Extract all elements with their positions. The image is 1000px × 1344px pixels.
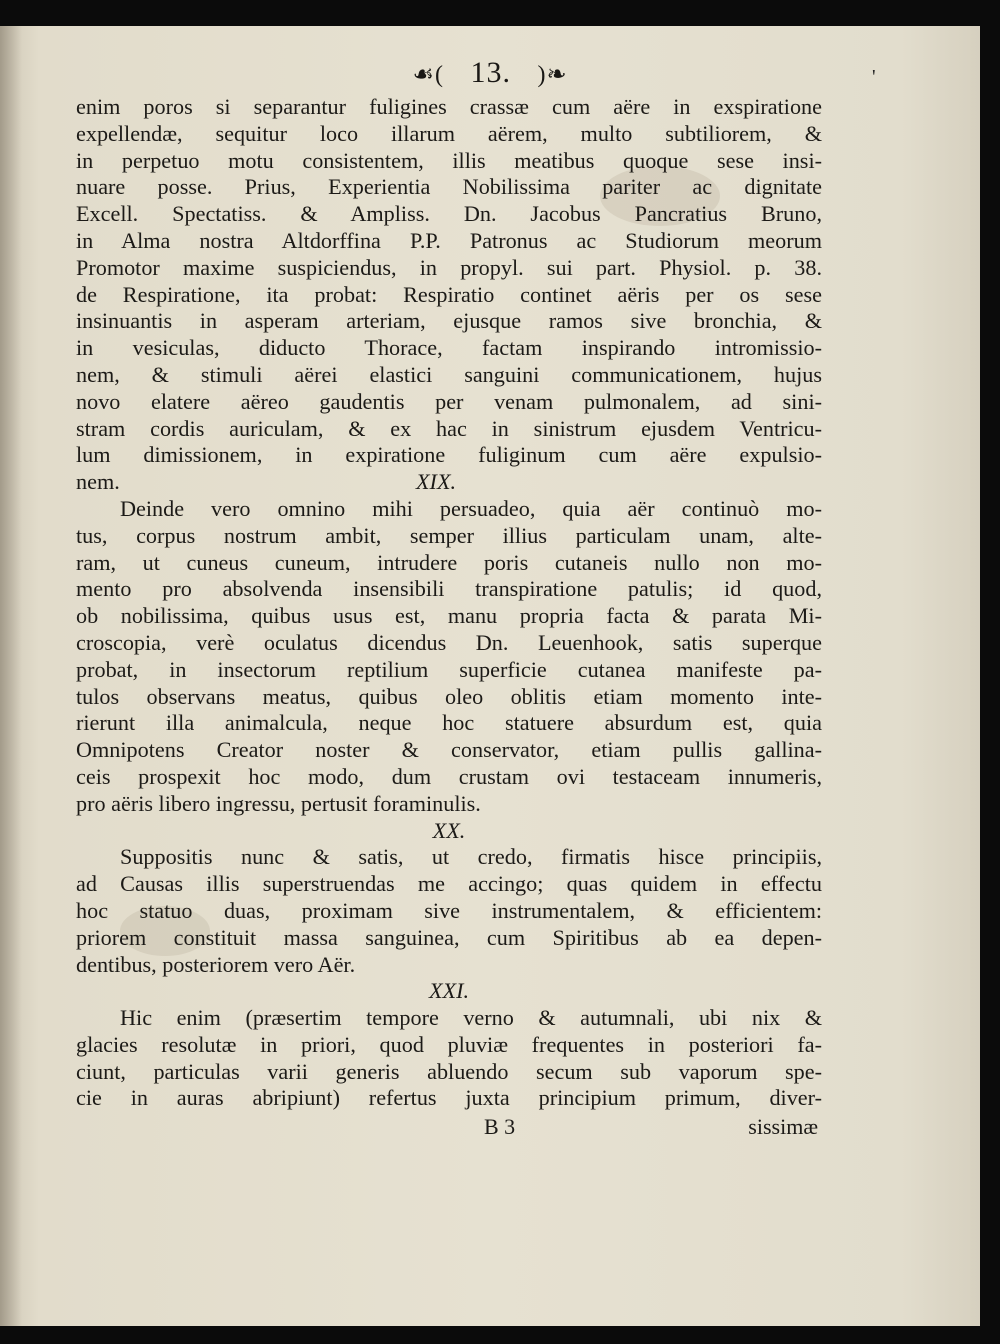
page-footer [76, 1114, 822, 1142]
ornament-right-icon: )❧ [537, 62, 568, 88]
text-line: ad Causas illis superstruendas me accingo; quas quidem in effectu [76, 871, 822, 897]
text-line: tulos observans meatus, quibus oleo oblitis etiam momento inte- [76, 683, 822, 709]
text-line: Hic enim (præsertim tempore verno & autumnali, ubi nix & [120, 1005, 822, 1031]
text-line: Promotor maxime suspiciendus, in propyl. sui part. Physiol. p. 38. [76, 254, 822, 280]
page-number: 13. [470, 56, 511, 89]
section-number-label: XXI. [428, 978, 470, 1004]
text-line: dentibus, posteriorem vero Aër. [76, 951, 356, 977]
body-text [76, 94, 822, 1142]
text-line: probat, in insectorum reptilium superficie cutanea manifeste pa- [76, 656, 822, 682]
section-number [76, 978, 822, 1005]
text-line: ciunt, particulas varii generis abluendo secum sub vaporum spe- [76, 1058, 822, 1084]
catchword: sissimæ [748, 1114, 818, 1140]
text-line: in perpetuo motu consistentem, illis meatibus quoque sese insi- [76, 147, 822, 173]
section-number [76, 818, 822, 845]
signature-mark: B 3 [484, 1114, 516, 1140]
text-line: croscopia, verè oculatus dicendus Dn. Leuenhook, satis superque [76, 629, 822, 655]
ornament-left-icon: ☙( [412, 62, 444, 88]
text-line: rierunt illa animalcula, neque hoc statuere absurdum est, quia [76, 710, 822, 736]
text-line: enim poros si separantur fuligines crassæ cum aëre in exspiratione [76, 94, 822, 119]
text-line: insinuantis in asperam arteriam, ejusque ramos sive bronchia, & [76, 308, 822, 334]
page-header [0, 56, 980, 90]
text-line: nuare posse. Prius, Experientia Nobilissima pariter ac dignitate [76, 174, 822, 200]
text-line-content: nem. [76, 469, 120, 495]
section-number: XIX. [416, 469, 457, 495]
text-line: in Alma nostra Altdorffina P.P. Patronus ac Studiorum meorum [76, 227, 822, 253]
text-line: Deinde vero omnino mihi persuadeo, quia aër continuò mo- [120, 495, 822, 521]
text-line: Suppositis nunc & satis, ut credo, firmatis hisce principiis, [120, 844, 822, 870]
text-line: glacies resolutæ in priori, quod pluviæ frequentes in posteriori fa- [76, 1031, 822, 1057]
text-line: stram cordis auriculam, & ex hac in sinistrum ejusdem Ventricu- [76, 415, 822, 441]
text-line: in vesiculas, diducto Thorace, factam inspirando intromissio- [76, 335, 822, 361]
corner-mark: ' [872, 66, 876, 88]
text-line: mento pro absolvenda insensibili transpiratione patulis; id quod, [76, 576, 822, 602]
section-number-label: XX. [432, 817, 466, 843]
text-line: ram, ut cuneus cuneum, intrudere poris cutaneis nullo non mo- [76, 549, 822, 575]
text-line: priorem constituit massa sanguinea, cum Spiritibus ab ea depen- [76, 924, 822, 950]
text-line: lum dimissionem, in expiratione fuliginum cum aëre expulsio- [76, 442, 822, 468]
text-line [76, 469, 822, 496]
text-line: pro aëris libero ingressu, pertusit foraminulis. [76, 790, 481, 816]
text-line: novo elatere aëreo gaudentis per venam pulmonalem, ad sini- [76, 388, 822, 414]
text-line: nem, & stimuli aërei elastici sanguini communicationem, hujus [76, 361, 822, 387]
text-line: hoc statuo duas, proximam sive instrumentalem, & efficientem: [76, 897, 822, 923]
text-line: ceis prospexit hoc modo, dum crustam ovi testaceam innumeris, [76, 763, 822, 789]
text-line: Excell. Spectatiss. & Ampliss. Dn. Jacobus Pancratius Bruno, [76, 201, 822, 227]
text-line: Omnipotens Creator noster & conservator, etiam pullis gallina- [76, 737, 822, 763]
text-line: expellendæ, sequitur loco illarum aërem, multo subtiliorem, & [76, 120, 822, 146]
text-line: de Respiratione, ita probat: Respiratio continet aëris per os sese [76, 281, 822, 307]
text-line: tus, corpus nostrum ambit, semper illius particulam unam, alte- [76, 522, 822, 548]
book-page [0, 26, 980, 1326]
text-line: cie in auras abripiunt) refertus juxta principium primum, diver- [76, 1085, 822, 1111]
text-line: ob nobilissima, quibus usus est, manu propria facta & parata Mi- [76, 603, 822, 629]
